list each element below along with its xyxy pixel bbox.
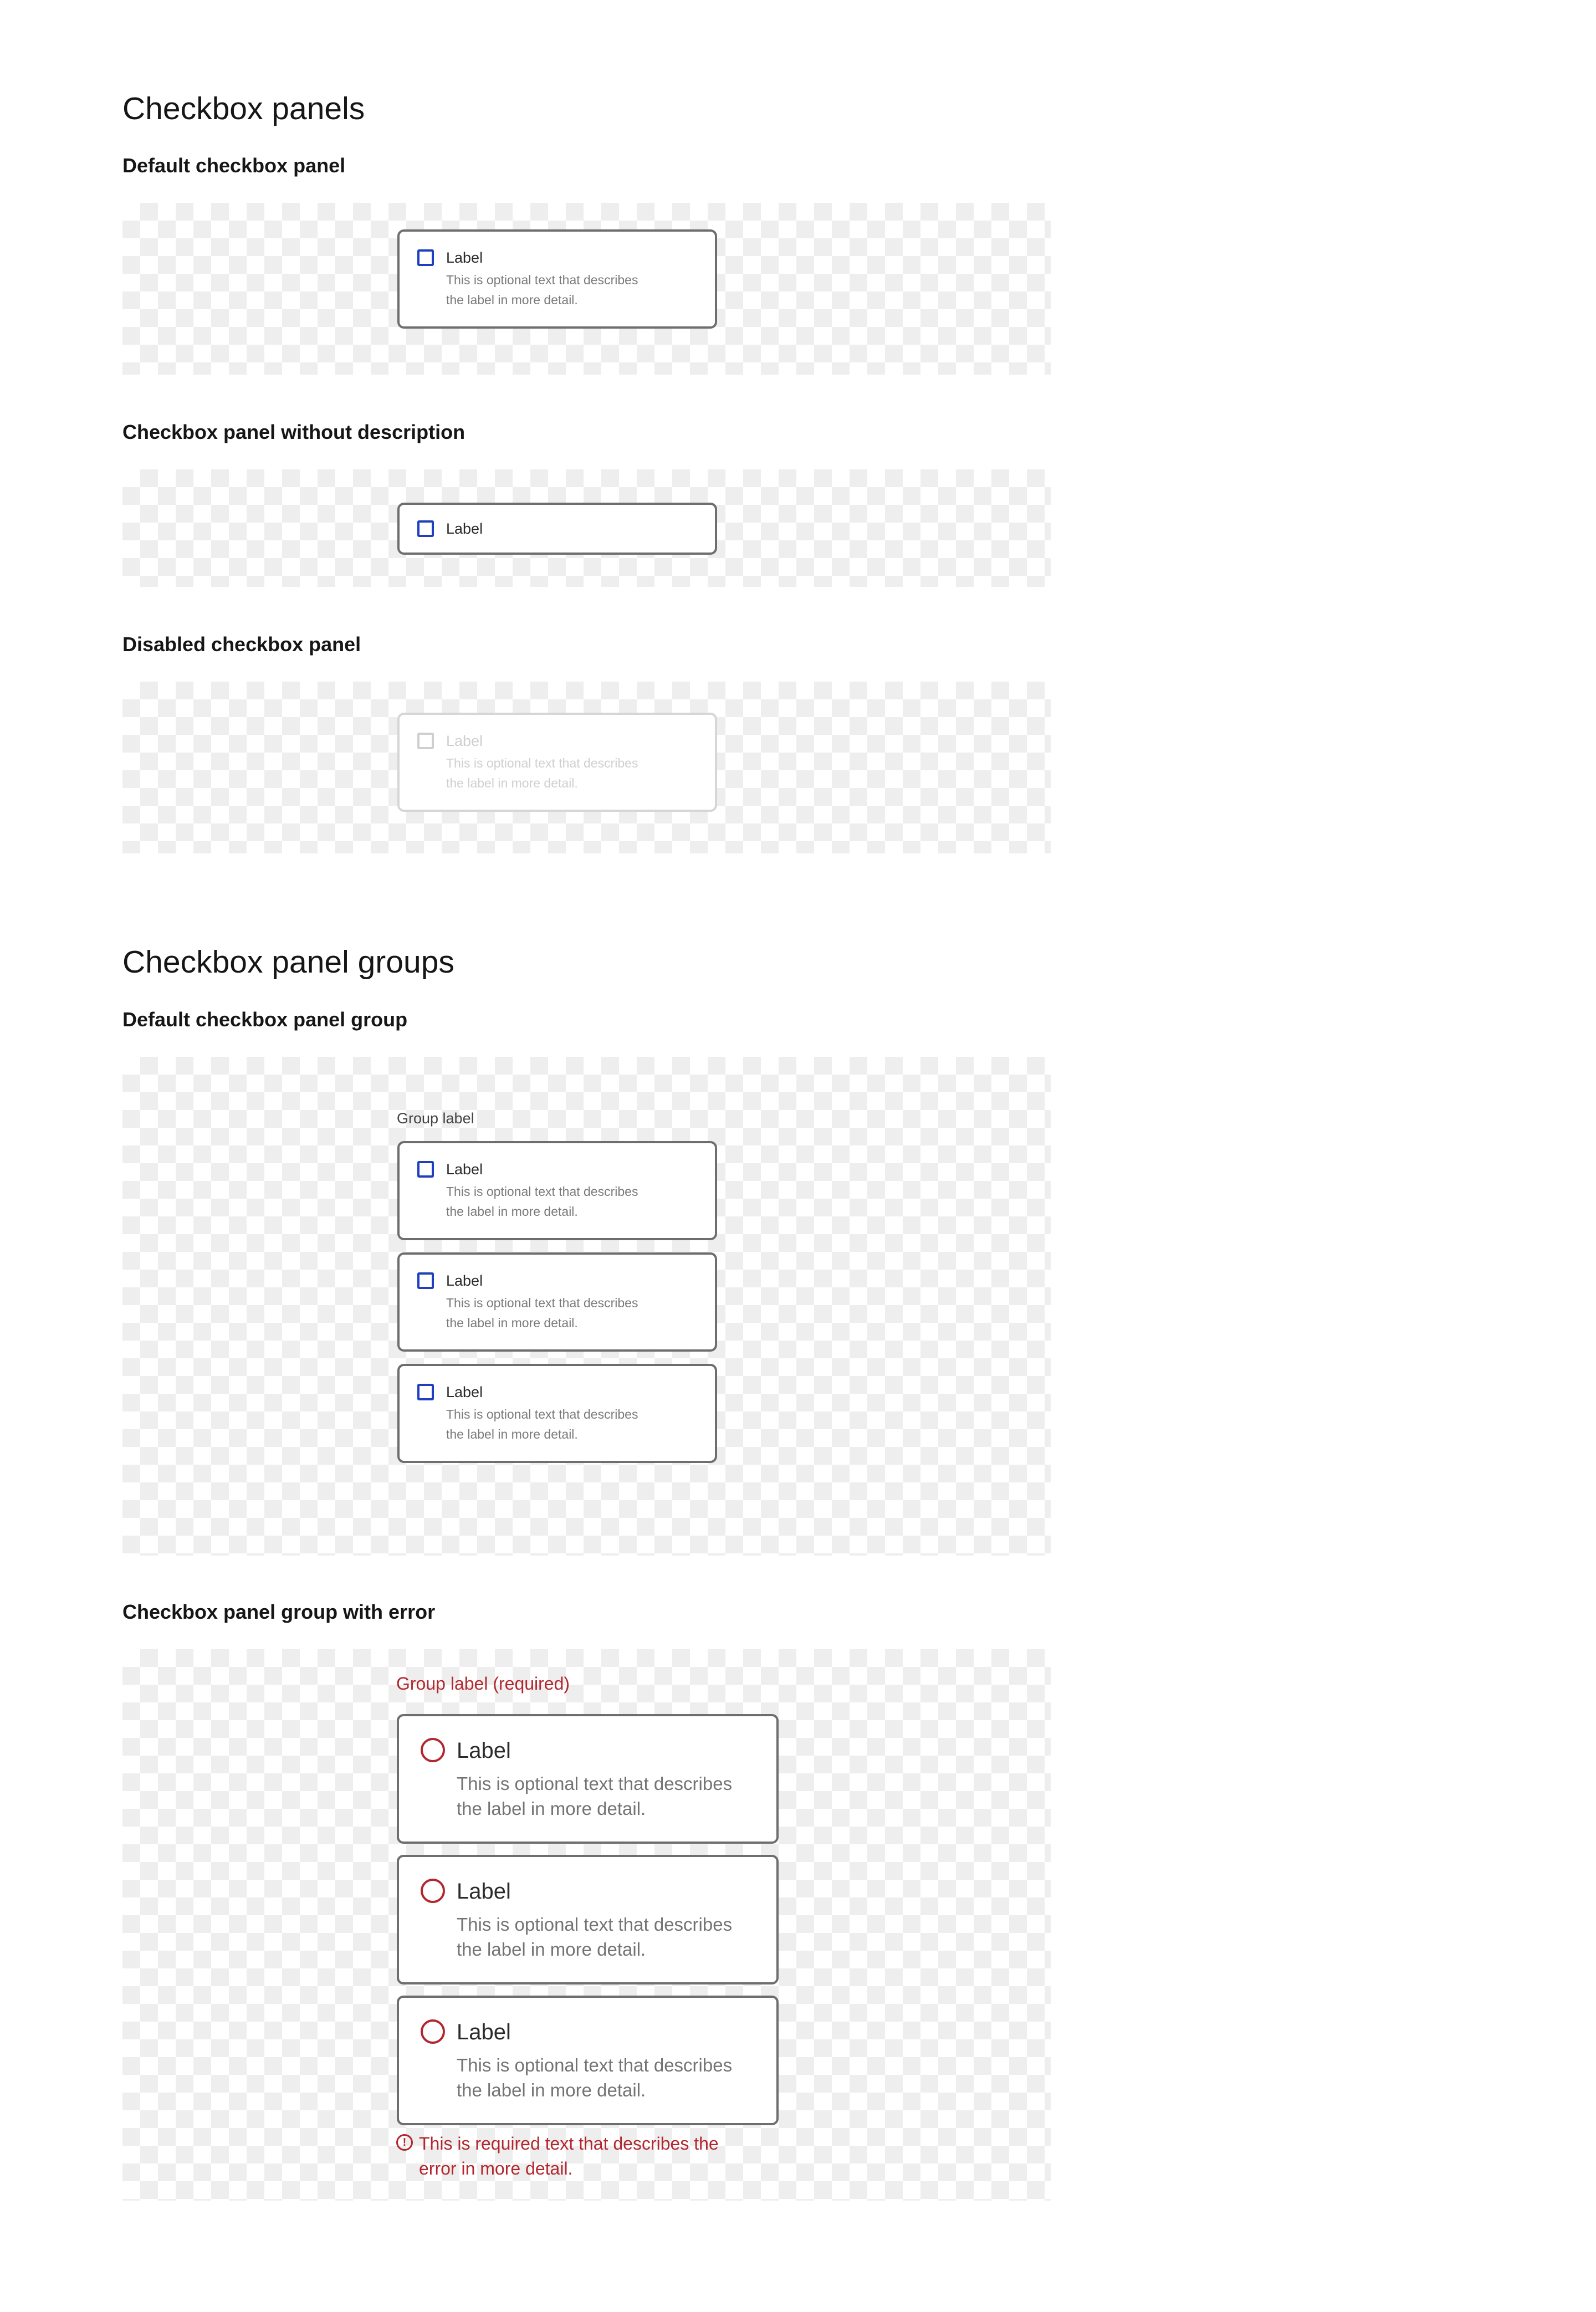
- checkbox[interactable]: [417, 1272, 434, 1289]
- subsection-title-default-group: Default checkbox panel group: [122, 1008, 408, 1031]
- selection-circle[interactable]: [421, 1879, 445, 1903]
- preview-canvas-default-group: [122, 1057, 1051, 1556]
- preview-canvas-disabled: [122, 682, 1051, 853]
- subsection-title-disabled: Disabled checkbox panel: [122, 633, 361, 656]
- exclamation-circle-icon: !: [396, 2134, 413, 2151]
- checkbox-panel-error[interactable]: [397, 1714, 779, 1844]
- checkbox-panel[interactable]: [397, 1252, 717, 1352]
- error-message: This is required text that describes the error in more detail.: [419, 2134, 719, 2178]
- checkbox-description: This is optional text that describes the label in more detail.: [457, 1914, 733, 1960]
- selection-circle[interactable]: [421, 2019, 445, 2044]
- checkbox-description: This is optional text that describes the label in more detail.: [446, 1407, 638, 1441]
- checkbox[interactable]: [417, 520, 434, 537]
- selection-circle[interactable]: [421, 1738, 445, 1762]
- checkbox-label: Label: [446, 249, 483, 266]
- checkbox-description: This is optional text that describes the label in more detail.: [446, 273, 638, 307]
- checkbox[interactable]: [417, 249, 434, 266]
- checkbox[interactable]: [417, 1161, 434, 1178]
- checkbox-panel-disabled: [397, 713, 717, 812]
- checkbox-description: This is optional text that describes the label in more detail.: [446, 1184, 638, 1219]
- checkbox-label: Label: [446, 733, 483, 749]
- checkbox-panel[interactable]: [397, 1364, 717, 1463]
- checkbox-panel-error[interactable]: [397, 1855, 779, 1984]
- checkbox-description: This is optional text that describes the label in more detail.: [457, 1773, 733, 1819]
- checkbox-description: This is optional text that describes the label in more detail.: [446, 756, 638, 790]
- group-label: Group label: [397, 1110, 474, 1127]
- checkbox-label: Label: [446, 1384, 483, 1400]
- checkbox-panel[interactable]: [397, 1141, 717, 1240]
- checkbox-panel-error[interactable]: [397, 1996, 779, 2125]
- checkbox-label: Label: [457, 1879, 511, 1904]
- group-label-required: Group label (required): [396, 1674, 570, 1694]
- subsection-title-default: Default checkbox panel: [122, 154, 346, 177]
- checkbox-description: This is optional text that describes the label in more detail.: [446, 1296, 638, 1330]
- section-title-checkbox-panel-groups: Checkbox panel groups: [122, 944, 454, 980]
- checkbox-panel[interactable]: [397, 229, 717, 329]
- checkbox[interactable]: [417, 1384, 434, 1400]
- checkbox-label: Label: [446, 1272, 483, 1289]
- subsection-title-error-group: Checkbox panel group with error: [122, 1600, 436, 1623]
- checkbox-panel[interactable]: [397, 503, 717, 555]
- preview-canvas-no-description: [122, 469, 1051, 587]
- preview-canvas-default: [122, 203, 1051, 375]
- section-title-checkbox-panels: Checkbox panels: [122, 91, 365, 126]
- preview-canvas-error-group: [122, 1649, 1051, 2201]
- subsection-title-no-description: Checkbox panel without description: [122, 421, 466, 443]
- checkbox-description: This is optional text that describes the label in more detail.: [457, 2055, 733, 2100]
- checkbox-label: Label: [457, 2020, 511, 2044]
- checkbox-label: Label: [457, 1738, 511, 1763]
- checkbox-label: Label: [446, 1161, 483, 1178]
- checkbox-label: Label: [446, 520, 483, 537]
- checkbox-disabled: [417, 733, 434, 749]
